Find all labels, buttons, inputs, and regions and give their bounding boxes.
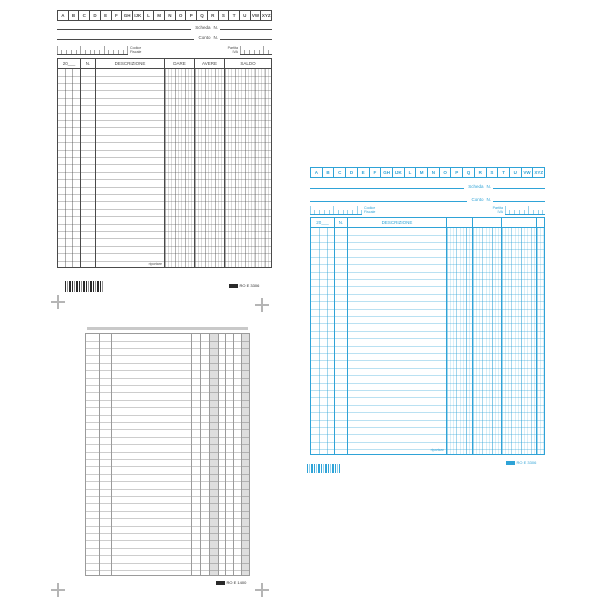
alphabet-tab: F bbox=[370, 167, 382, 178]
write-line-short bbox=[220, 29, 272, 30]
partita-label-line1: Partita bbox=[492, 206, 503, 211]
alphabet-tab: P bbox=[451, 167, 463, 178]
scheda-field bbox=[57, 22, 272, 30]
registration-mark bbox=[51, 583, 65, 597]
brand-logo bbox=[229, 284, 238, 288]
alphabet-tab: GH bbox=[122, 10, 133, 21]
column-line bbox=[209, 334, 210, 575]
alphabet-tab: Q bbox=[463, 167, 475, 178]
codes-ruler-row bbox=[310, 207, 545, 215]
alphabet-tab: N bbox=[428, 167, 440, 178]
write-line bbox=[310, 188, 464, 189]
scheda-field bbox=[310, 181, 545, 189]
column-line bbox=[191, 334, 192, 575]
alphabet-tab: B bbox=[323, 167, 335, 178]
col-header-saldo: SALDO bbox=[224, 59, 271, 68]
partita-iva-ruler bbox=[505, 206, 545, 215]
alphabet-tab: A bbox=[57, 10, 69, 21]
alphabet-tab: IJK bbox=[393, 167, 405, 178]
registration-mark bbox=[51, 295, 65, 309]
codice-fiscale-ruler bbox=[310, 206, 362, 215]
alphabet-tab: E bbox=[101, 10, 112, 21]
scheda-label: Scheda bbox=[195, 25, 211, 30]
col-header-amount-1 bbox=[446, 218, 472, 227]
column-line bbox=[95, 69, 96, 267]
codice-fiscale-ruler bbox=[57, 46, 128, 55]
avere-column bbox=[194, 69, 225, 267]
col-header-descrizione: DESCRIZIONE bbox=[347, 218, 446, 227]
registration-mark bbox=[255, 583, 269, 597]
partita-label-line2: IVA bbox=[232, 50, 238, 55]
dare-column bbox=[164, 69, 195, 267]
alphabet-tab: N bbox=[165, 10, 176, 21]
col-header-num: N. bbox=[334, 218, 347, 227]
ledger-card-blue bbox=[310, 163, 545, 457]
table-body bbox=[311, 228, 544, 454]
codice-fiscale-label bbox=[362, 207, 377, 215]
brand-logo bbox=[506, 461, 515, 465]
col-header-year: 20___ bbox=[62, 61, 76, 66]
column-line bbox=[327, 228, 328, 454]
partita-iva-label bbox=[491, 207, 505, 215]
alphabet-tab: B bbox=[69, 10, 80, 21]
conto-n-label: N. bbox=[486, 197, 491, 202]
col-header-avere: AVERE bbox=[194, 59, 224, 68]
codice-fiscale-label bbox=[128, 47, 143, 55]
scheda-label: Scheda bbox=[468, 184, 484, 189]
partita-label-line2: IVA bbox=[497, 210, 503, 215]
column-line bbox=[72, 69, 73, 267]
column-line bbox=[233, 334, 234, 575]
alphabet-tab: R bbox=[208, 10, 219, 21]
table-header bbox=[311, 218, 544, 228]
col-header-check bbox=[536, 218, 544, 227]
alphabet-tab: T bbox=[498, 167, 510, 178]
alphabet-tab: M bbox=[416, 167, 428, 178]
alphabet-tab: XYZ bbox=[533, 167, 545, 178]
alphabet-tab: IJK bbox=[133, 10, 144, 21]
write-line-short bbox=[493, 201, 545, 202]
riportare-label: riportare bbox=[148, 262, 162, 266]
codes-ruler-row bbox=[57, 47, 272, 55]
amount-column-3 bbox=[501, 228, 537, 454]
col-header-amount-3 bbox=[501, 218, 536, 227]
barcode bbox=[65, 281, 103, 292]
scheda-n-label: N. bbox=[486, 184, 491, 189]
write-line bbox=[57, 39, 194, 40]
alphabet-tab: U bbox=[240, 10, 251, 21]
alphabet-tab: C bbox=[79, 10, 90, 21]
conto-field bbox=[310, 194, 545, 202]
alphabet-tab: C bbox=[334, 167, 346, 178]
col-header-amount-2 bbox=[472, 218, 501, 227]
conto-field bbox=[57, 32, 272, 40]
check-column bbox=[536, 228, 544, 454]
alphabet-tab: Q bbox=[197, 10, 208, 21]
columnar-sheet bbox=[85, 327, 250, 580]
product-code-text: RO E 3306 bbox=[516, 460, 537, 465]
column-line bbox=[99, 334, 100, 575]
registration-mark bbox=[255, 298, 269, 312]
alphabet-tab: U bbox=[510, 167, 522, 178]
alphabet-tab: GH bbox=[381, 167, 393, 178]
ledger-card-bw bbox=[57, 8, 272, 270]
barcode bbox=[307, 464, 340, 473]
column-line bbox=[80, 69, 81, 267]
alphabet-tab: VW bbox=[251, 10, 262, 21]
alphabet-tab: S bbox=[219, 10, 230, 21]
codice-label-line1: Codice bbox=[364, 206, 376, 211]
saldo-column bbox=[224, 69, 271, 267]
conto-n-label: N. bbox=[213, 35, 218, 40]
alphabet-tab: D bbox=[90, 10, 101, 21]
product-code bbox=[229, 284, 259, 288]
alphabet-tab: S bbox=[487, 167, 499, 178]
brand-logo bbox=[216, 581, 225, 585]
alphabet-tab: F bbox=[112, 10, 123, 21]
column-line bbox=[241, 334, 242, 575]
alphabet-tab: L bbox=[144, 10, 155, 21]
alphabet-tab: VW bbox=[522, 167, 534, 178]
product-code bbox=[216, 581, 246, 585]
col-header-num: N. bbox=[80, 59, 95, 68]
alphabet-tabs bbox=[57, 10, 272, 21]
alphabet-tab: E bbox=[358, 167, 370, 178]
column-line bbox=[319, 228, 320, 454]
col-header-descrizione: DESCRIZIONE bbox=[95, 59, 164, 68]
shaded-band bbox=[241, 334, 249, 575]
write-line bbox=[310, 201, 467, 202]
alphabet-tab: M bbox=[154, 10, 165, 21]
codice-label-line1: Codice bbox=[130, 46, 142, 51]
column-line bbox=[334, 228, 335, 454]
alphabet-tab: R bbox=[475, 167, 487, 178]
alphabet-tab: P bbox=[186, 10, 197, 21]
product-code bbox=[506, 461, 536, 465]
partita-label-line1: Partita bbox=[227, 46, 238, 51]
alphabet-tab: T bbox=[229, 10, 240, 21]
partita-iva-ruler bbox=[240, 46, 272, 55]
columnar-grid bbox=[85, 333, 250, 576]
write-line-short bbox=[220, 39, 272, 40]
codice-label-line2: Fiscale bbox=[130, 50, 142, 55]
sheet-edge-shadow bbox=[87, 327, 248, 330]
alphabet-tab: O bbox=[176, 10, 187, 21]
alphabet-tab: L bbox=[405, 167, 417, 178]
alphabet-tab: O bbox=[440, 167, 452, 178]
table-body bbox=[58, 69, 271, 267]
partita-iva-label bbox=[226, 47, 240, 55]
column-line bbox=[200, 334, 201, 575]
ledger-table bbox=[310, 217, 545, 455]
conto-label: Conto bbox=[198, 35, 211, 40]
col-header-dare: DARE bbox=[164, 59, 194, 68]
write-line-short bbox=[493, 188, 545, 189]
conto-label: Conto bbox=[471, 197, 484, 202]
column-line bbox=[249, 334, 250, 575]
shaded-band bbox=[209, 334, 218, 575]
product-code-text: RO E 1400 bbox=[226, 580, 247, 585]
column-line bbox=[111, 334, 112, 575]
table-header bbox=[58, 59, 271, 69]
amount-column-1 bbox=[446, 228, 473, 454]
product-code-text: RO E 3306 bbox=[239, 283, 260, 288]
alphabet-tab: A bbox=[310, 167, 323, 178]
column-line bbox=[218, 334, 219, 575]
riportare-label: riportare bbox=[430, 448, 444, 452]
column-line bbox=[225, 334, 226, 575]
codice-label-line2: Fiscale bbox=[364, 210, 376, 215]
column-line bbox=[65, 69, 66, 267]
alphabet-tab: D bbox=[346, 167, 358, 178]
write-line bbox=[57, 29, 191, 30]
alphabet-tabs bbox=[310, 167, 545, 178]
ledger-table bbox=[57, 58, 272, 268]
col-header-year: 20___ bbox=[316, 220, 329, 225]
alphabet-tab: XYZ bbox=[261, 10, 272, 21]
amount-column-2 bbox=[472, 228, 502, 454]
scheda-n-label: N. bbox=[213, 25, 218, 30]
column-line bbox=[347, 228, 348, 454]
